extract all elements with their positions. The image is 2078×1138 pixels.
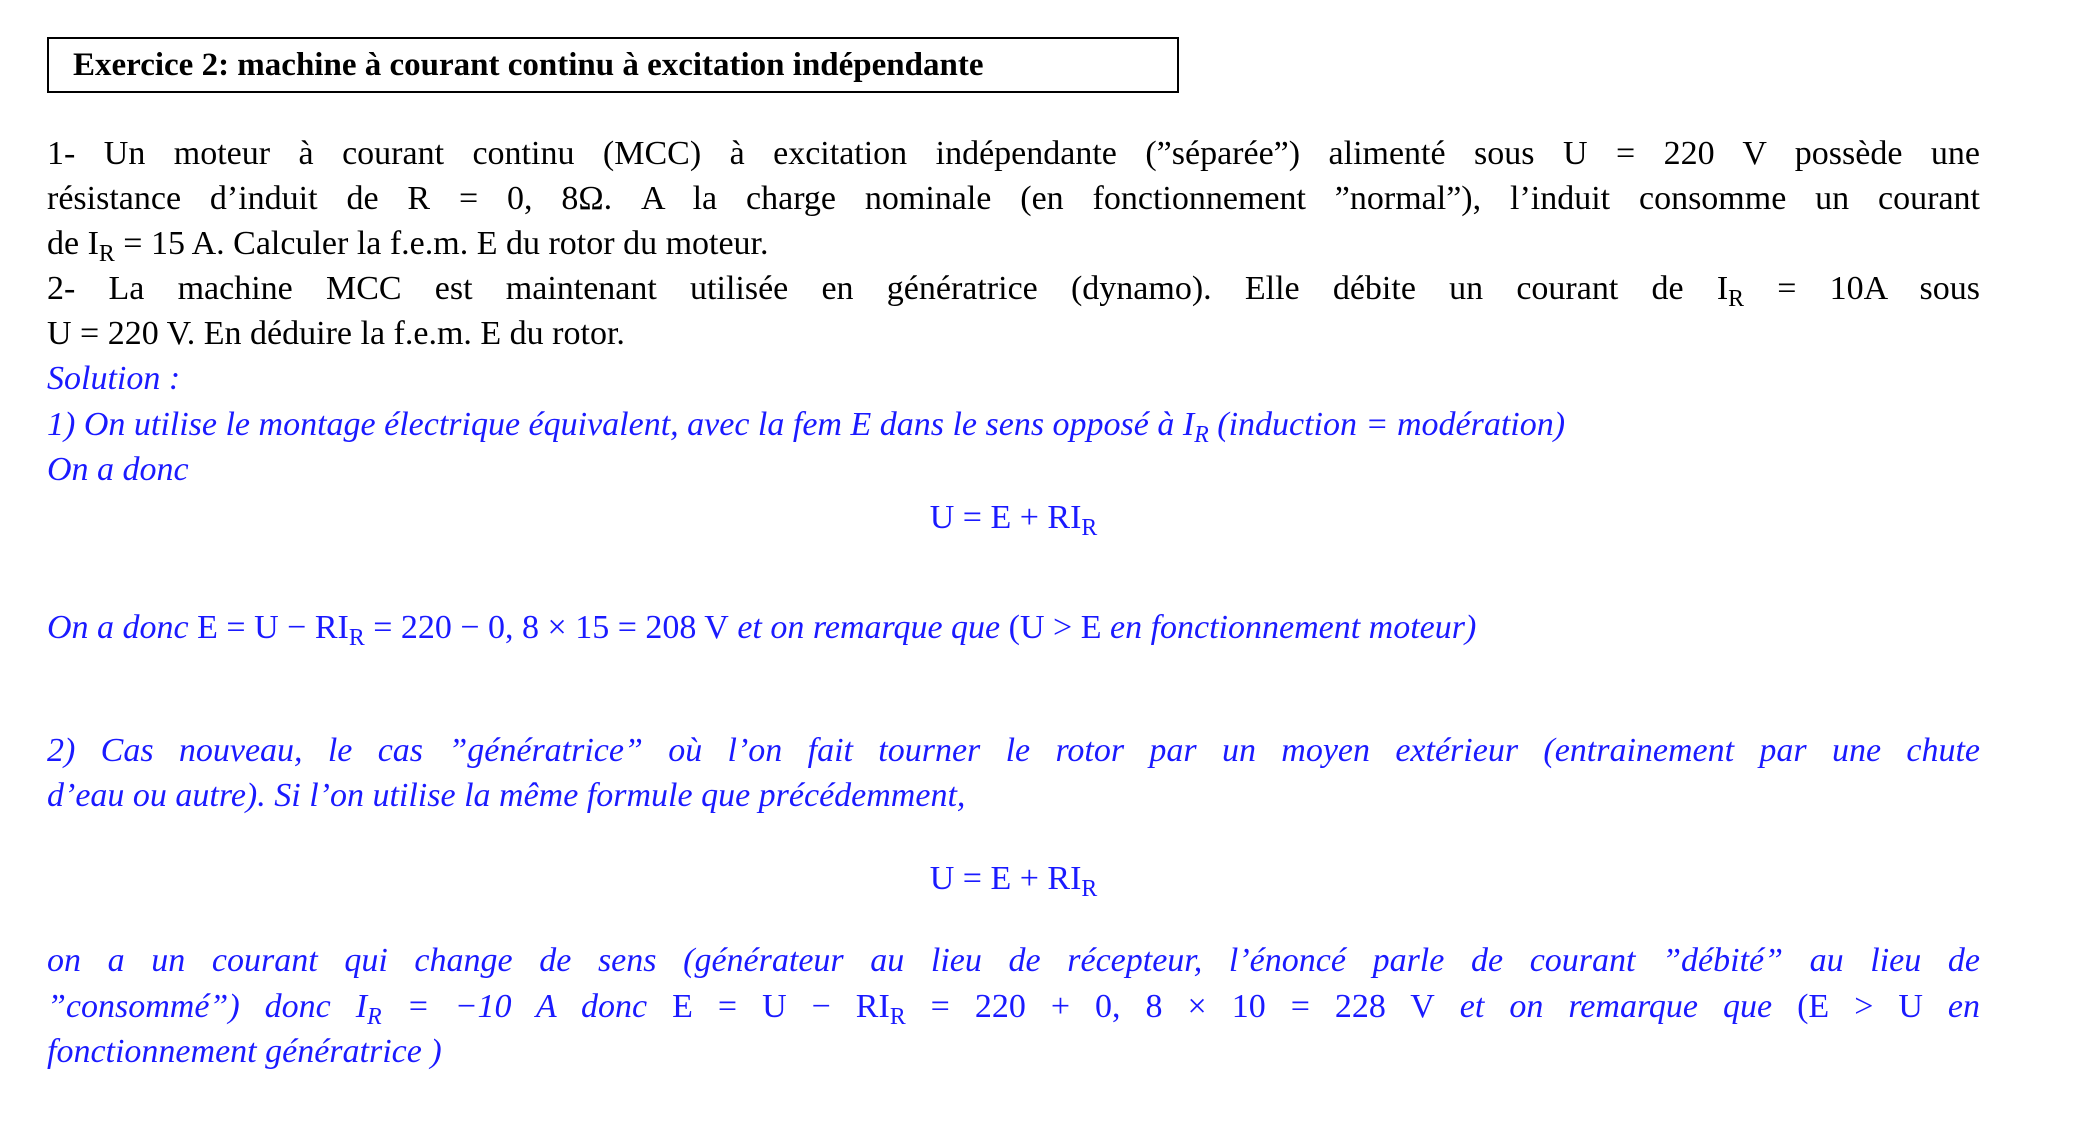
equation-2-main: U = E + RI (929, 860, 1082, 897)
p3-line-2-a: ”consommé”) donc I (47, 988, 368, 1025)
p3-line-2-sub1: R (367, 1004, 382, 1031)
solution-p2-line-1: 2) Cas nouveau, le cas ”génératrice” où l’on fait tourner le rotor par un moyen extérieur (entrainement par une chute (47, 732, 1980, 769)
equation-2-sub: R (1081, 876, 1098, 903)
statement-line-3-sub: R (98, 241, 115, 268)
solution-p1 (47, 402, 1980, 447)
exercise-title: Exercice 2: machine à courant continu à excitation indépendante (47, 37, 1179, 93)
equation-1 (47, 495, 1980, 540)
solution-p1-sub: R (1194, 422, 1209, 449)
calculation-1-eq-sub: R (348, 625, 365, 652)
calculation-1-pre: On a donc (47, 609, 198, 646)
p3-line-2-d: (E > U (1797, 988, 1923, 1025)
solution-p3-line-3: fonctionnement génératrice ) (47, 1033, 442, 1070)
p3-line-2-eq-sub: R (889, 1004, 906, 1031)
calculation-1-eq-a: E = U − RI (197, 609, 349, 646)
solution-p3-line-2 (47, 984, 1980, 1029)
calculation-1-mid: et on remarque que (728, 609, 1009, 646)
statement-line-3-pre: de I (47, 225, 99, 262)
statement-line-2: résistance d’induit de R = 0, 8Ω. A la charge nominale (en fonctionnement ”normal”), l’induit consomme un courant (47, 180, 1980, 217)
solution-p1-post: (induction = modération) (1208, 406, 1566, 443)
equation-2 (47, 856, 1980, 901)
solution-p1-pre: 1) On utilise le montage électrique équivalent, avec la fem E dans le sens opposé à I (47, 406, 1195, 443)
equation-1-main: U = E + RI (929, 499, 1082, 536)
solution-p1-donc: On a donc (47, 451, 189, 488)
p3-line-2-c: et on remarque que (1434, 988, 1798, 1025)
p3-line-2-e: en (1922, 988, 1981, 1025)
calculation-1-paren-b: en fonctionnement moteur) (1101, 609, 1477, 646)
statement-line-4-pre: 2- La machine MCC est maintenant utilisée en génératrice (dynamo). Elle débite un courant de I (47, 270, 1729, 307)
statement-line-3-post: = 15 A. Calculer la f.e.m. E du rotor du moteur. (114, 225, 769, 262)
solution-heading: Solution : (47, 360, 181, 397)
calculation-1-eq-b: = 220 − 0, 8 × 15 = 208 V (364, 609, 729, 646)
statement-line-5: U = 220 V. En déduire la f.e.m. E du rotor. (47, 315, 625, 352)
statement-line-3 (47, 221, 1980, 266)
statement-line-4-post: = 10A sous (1744, 270, 1980, 307)
p3-line-2-eq-a: E = U − RI (672, 988, 890, 1025)
p3-line-2-b: = −10 A donc (381, 988, 673, 1025)
calculation-1 (47, 605, 1980, 650)
statement-line-1: 1- Un moteur à courant continu (MCC) à excitation indépendante (”séparée”) alimenté sous U = 220 V possède une (47, 135, 1980, 172)
statement-line-4-sub: R (1728, 286, 1745, 313)
calculation-1-paren-a: (U > E (1008, 609, 1102, 646)
solution-p3-line-1: on a un courant qui change de sens (générateur au lieu de récepteur, l’énoncé parle de courant ”débité” au lieu de (47, 942, 1980, 979)
solution-p2-line-2: d’eau ou autre). Si l’on utilise la même formule que précédemment, (47, 777, 966, 814)
equation-1-sub: R (1081, 515, 1098, 542)
p3-line-2-eq-b: = 220 + 0, 8 × 10 = 228 V (905, 988, 1435, 1025)
statement-line-4 (47, 266, 1980, 311)
